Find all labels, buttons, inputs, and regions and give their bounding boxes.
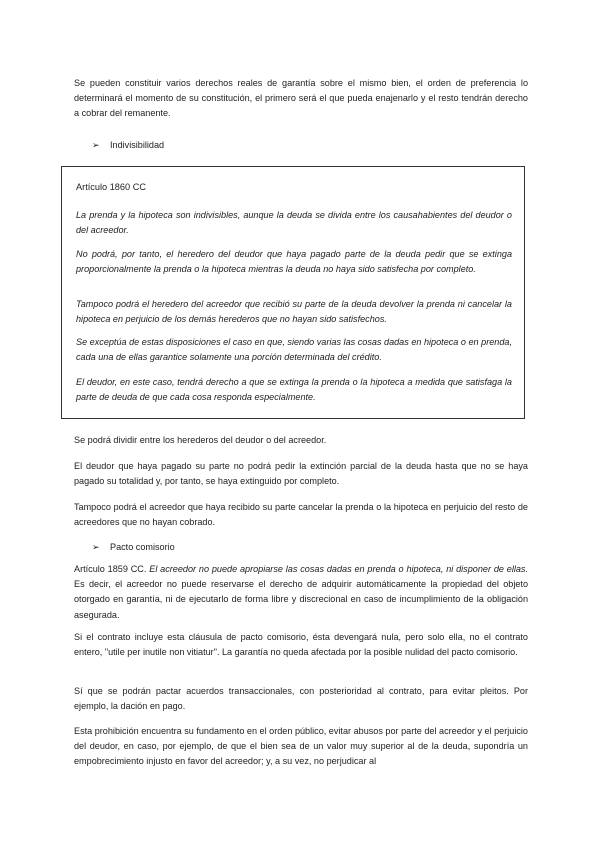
paragraph-prohibicion: Esta prohibición encuentra su fundamento en el orden público, evitar abusos por parte del acreedor y el perjuicio del deudor, en caso, por ejemplo, de que el bien sea de un valor muy superior al de la deuda, supondría un empobrecimiento injusto en favor del acreedor; y, a su vez, no perjudicar al: [74, 726, 528, 767]
paragraph-acreedor: Tampoco podrá el acreedor que haya recibido su parte cancelar la prenda o la hipoteca en perjuicio del resto de acreedores que no hayan cobrado.: [74, 502, 528, 528]
paragraph-articulo-1859: [74, 562, 528, 623]
article-paragraph: Se exceptúa de estas disposiciones el caso en que, siendo varias las cosas dadas en hipoteca o en prenda, cada una de ellas garantice solamente una porción determinada del crédito.: [76, 337, 512, 362]
intro-paragraph: Se pueden constituir varios derechos reales de garantía sobre el mismo bien, el orden de preferencia lo determinará el momento de su constitución, el primero será el que pueda enajenarlo y el resto tendrán derecho a cobrar del remanente.: [74, 78, 528, 119]
paragraph-transaccionales: Sí que se podrán pactar acuerdos transaccionales, con posterioridad al contrato, para evitar pleitos. Por ejemplo, la dación en pago.: [74, 686, 528, 712]
article-quote: El acreedor no puede apropiarse las cosas dadas en prenda o hipoteca, ni disponer de ellas.: [149, 564, 529, 574]
paragraph-divide: Se podrá dividir entre los herederos del deudor o del acreedor.: [74, 435, 327, 445]
article-paragraph: La prenda y la hipoteca son indivisibles, aunque la deuda se divida entre los causahabientes del deudor o del acreedor.: [76, 210, 512, 235]
article-paragraph: No podrá, por tanto, el heredero del deudor que haya pagado parte de la deuda pedir que se extinga proporcionalmente la prenda o la hipoteca mientras la deuda no haya sido satisfecha por completo.: [76, 249, 512, 274]
article-paragraph: El deudor, en este caso, tendrá derecho a que se extinga la prenda o la hipoteca a medida que satisfaga la parte de deuda de que cada cosa responda especialmente.: [76, 377, 512, 402]
article-label: Artículo 1859 CC.: [74, 564, 147, 574]
section-title: Indivisibilidad: [110, 140, 165, 150]
section-heading-pacto-comisorio: [92, 540, 175, 556]
article-paragraph: Tampoco podrá el heredero del acreedor que recibió su parte de la deuda devolver la prenda ni cancelar la hipoteca en perjuicio de los demás herederos que no hayan sido satisfechos.: [76, 299, 512, 324]
article-explanation: Es decir, el acreedor no puede reservarse el derecho de adquirir automáticamente la propiedad del objeto otorgado en garantía, ni de ejecutarlo de forma libre y discrecional en caso de incumplimiento de la obligación asegurada.: [74, 579, 528, 620]
paragraph-contrato: Si el contrato incluye esta cláusula de pacto comisorio, ésta devengará nula, pero solo ella, no el contrato entero, "utile per inutile non vitiatur". La garantía no queda afectada por la posible nulidad del pacto comisorio.: [74, 632, 528, 658]
article-title: Artículo 1860 CC: [76, 182, 146, 192]
bullet-arrow-icon: ➢: [92, 543, 100, 553]
section-heading-indivisibilidad: [92, 138, 164, 154]
bullet-arrow-icon: ➢: [92, 141, 100, 151]
article-1860-box: [61, 166, 525, 419]
paragraph-deudor: El deudor que haya pagado su parte no podrá pedir la extinción parcial de la deuda hasta que no se haya pagado su totalidad y, por tanto, se haya extinguido por completo.: [74, 461, 528, 487]
section-title: Pacto comisorio: [110, 542, 175, 552]
